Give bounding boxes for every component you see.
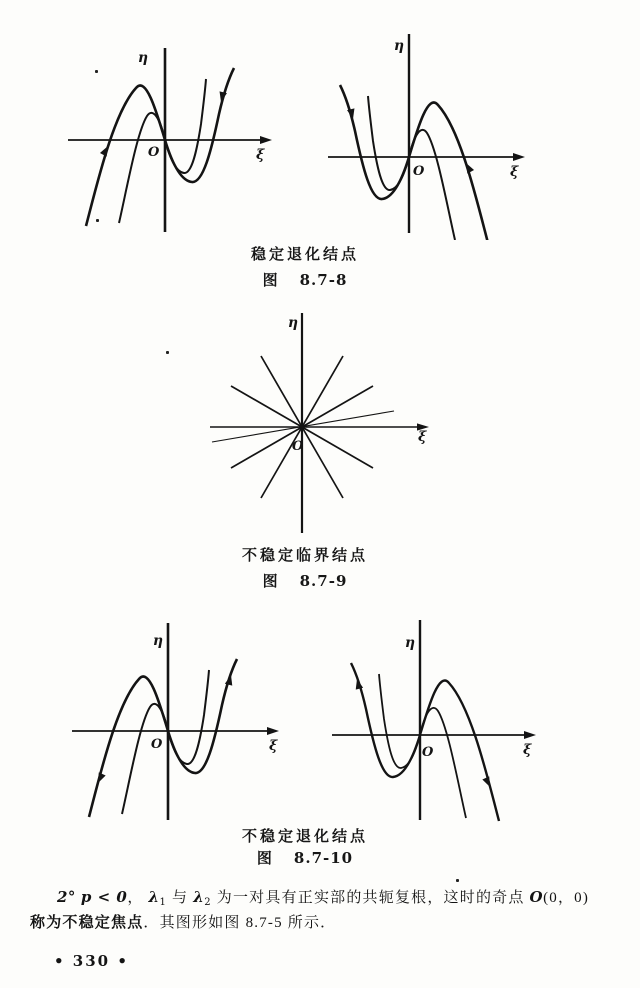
body-text: 为一对具有正实部的共轭复根，这时的奇点 — [211, 890, 530, 906]
origin-label: O — [413, 164, 425, 179]
eta-axis-label: η — [137, 50, 148, 66]
figure-no: 8.7-8 — [299, 271, 348, 289]
page-number: • 330 • — [54, 952, 129, 970]
trajectory-outer — [351, 663, 499, 821]
origin-symbol: O — [529, 888, 544, 906]
trajectory-outer — [86, 68, 234, 226]
axis-x-arrow-icon — [260, 136, 272, 144]
origin-label: O — [422, 745, 434, 760]
figure-no: 8.7-10 — [293, 849, 354, 867]
figure-8-7-8-left — [40, 30, 320, 240]
flow-arrow-icon — [95, 772, 106, 784]
mirrored-curves — [351, 663, 499, 821]
ink-speck — [96, 219, 99, 222]
axis-x-arrow-icon — [524, 731, 536, 739]
axis-x-arrow-icon — [267, 727, 279, 735]
figure-number-8-7-10 — [140, 847, 470, 868]
flow-arrow-icon — [482, 776, 493, 788]
eta-axis-label: η — [404, 635, 415, 651]
xi-axis-label: ξ — [256, 147, 265, 163]
origin-coords: (0，0) — [543, 890, 590, 906]
ink-speck — [95, 70, 98, 73]
xi-axis-label: ξ — [510, 164, 519, 180]
origin-label: O — [292, 439, 304, 454]
figure-word: 图 — [262, 273, 278, 289]
paragraph-line-1 — [57, 886, 589, 908]
flow-arrow-icon — [100, 144, 111, 156]
body-text: 所示． — [282, 915, 337, 931]
trajectory-outer — [89, 659, 237, 817]
origin-label: O — [151, 737, 163, 752]
curves — [89, 659, 237, 817]
origin-label: O — [148, 145, 160, 160]
xi-axis-label: ξ — [523, 742, 532, 758]
figure-8-7-9 — [180, 305, 480, 540]
paragraph-line-2 — [30, 911, 336, 932]
ink-speck — [456, 879, 459, 882]
eta-axis-label: η — [393, 38, 404, 54]
caption-unstable-critical-node: 不稳定临界结点 — [241, 548, 368, 564]
ink-speck — [166, 351, 169, 354]
lambda-2: λ — [193, 888, 205, 906]
figure-word: 图 — [262, 574, 278, 590]
term-unstable-focus: 称为不稳定焦点 — [30, 915, 144, 931]
flow-arrow-icon — [463, 161, 474, 173]
caption-stable-degenerate-node: 稳定退化结点 — [250, 247, 359, 263]
figure-number-8-7-9 — [140, 570, 470, 591]
figure-no: 8.7-9 — [299, 572, 348, 590]
trajectory-outer — [340, 85, 488, 240]
figure-reference: 8.7-5 — [245, 915, 283, 931]
figure-8-7-8-right — [320, 30, 610, 240]
mirrored-curves — [340, 85, 488, 240]
conjunction: 与 — [167, 890, 194, 906]
item-marker: 2° — [57, 888, 76, 906]
condition-p: p < 0 — [80, 888, 128, 906]
axis-x-arrow-icon — [513, 153, 525, 161]
figure-8-7-10-right — [330, 615, 620, 825]
lambda-1-sub: 1 — [159, 897, 168, 908]
trajectory-inner — [368, 96, 455, 240]
trajectory-inner — [122, 670, 209, 814]
lambda-2-sub: 2 — [204, 897, 212, 908]
figure-number-8-7-8 — [140, 269, 470, 290]
caption-unstable-degenerate-node: 不稳定退化结点 — [241, 829, 368, 845]
xi-axis-label: ξ — [418, 429, 427, 445]
punct: ， — [127, 890, 144, 906]
trajectory-inner — [119, 79, 206, 223]
eta-axis-label: η — [152, 633, 163, 649]
eta-axis-label: η — [287, 315, 298, 331]
xi-axis-label: ξ — [269, 738, 278, 754]
figure-word: 图 — [256, 851, 272, 867]
figure-8-7-10-left — [50, 615, 330, 825]
body-text: ．其图形如图 — [143, 915, 246, 931]
lambda-1: λ — [148, 888, 160, 906]
